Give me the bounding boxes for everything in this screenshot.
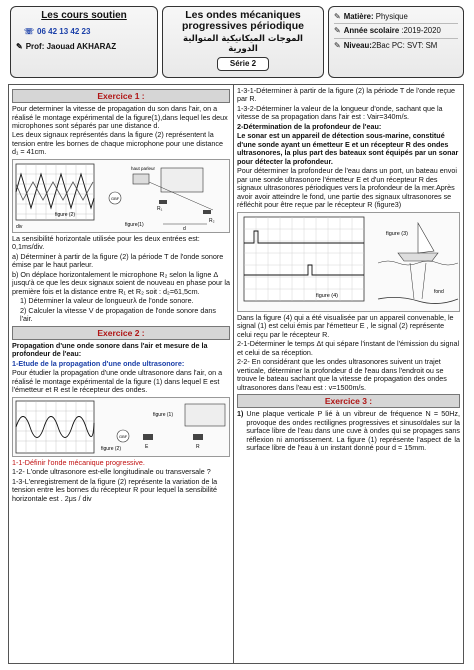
right-column bbox=[234, 84, 464, 664]
ex2-question-1-1: 1-1-Définir l'onde mécanique progressive. bbox=[12, 457, 145, 467]
content-columns bbox=[8, 84, 466, 664]
exercise-3-title: Exercice 3 : bbox=[237, 394, 460, 408]
ex1-r2-label: R₂ bbox=[209, 217, 215, 224]
ex2-part2-bold: Le sonar est un appareil de détection sous-marine, constitué d'une sonde ayant un émetteur E et un récepteur R des ondes ultrasonores, la plus part des bateaux sont équipés par un sonar pour détecter la profondeur. bbox=[237, 131, 459, 166]
ex2-figures bbox=[12, 397, 230, 457]
phone-number bbox=[16, 27, 152, 36]
ex3-q1-number: 1) bbox=[237, 409, 244, 419]
ex1-question-1: 1) Déterminer la valeur de longueurλ de l'onde sonore. bbox=[20, 296, 194, 306]
fond-label: fond bbox=[434, 288, 444, 295]
ex1-question-b: b) On déplace horizontalement le microphone R₂ selon la ligne Δ jusqu'à ce que les deux signaux soient de nouveau en phase pour la première fois et la distance entre R₁ et R₂ soit : d₂=61,5cm. bbox=[12, 269, 230, 296]
header-right-box bbox=[328, 6, 464, 78]
header-left-box bbox=[10, 6, 158, 78]
ex2-part2-heading: 2-Détermination de la profondeur de l'eau: bbox=[237, 121, 382, 131]
ex2-question-2-2: 2-2- En considérant que les ondes ultrasonores suivent un trajet verticale, déterminer la profondeur d de l'eau dans l'endroit ou se trouve le bateau sachant que la vitesse de propagation des ondes ultrasonores dans l'eau est : v=1500m/s. bbox=[237, 357, 447, 392]
ex2-question-1-3-2: 1-3-2-Déterminer la valeur de la longueur d'onde, sachant que la vitesse de sa propagation dans l'air est : Vair=340m/s. bbox=[237, 103, 443, 122]
ex2-gbf-label: GBF bbox=[119, 433, 128, 439]
ex2-part1-text: Pour étudier la propagation d'une onde ultrasonore dans l'air, on a réalisé le montage expérimental de la figure (1) dans lequel E est l'émetteur et R est le récepteur des ondes. bbox=[12, 368, 223, 395]
chapter-title-fr: Les ondes mécaniques progressives périodique bbox=[182, 9, 304, 33]
ex2-heading: Propagation d'une onde sonore dans l'air et mesure de la profondeur de l'eau: bbox=[12, 340, 208, 359]
ex2-figures-3-4 bbox=[237, 212, 460, 312]
ex2-fig34-svg bbox=[238, 213, 460, 311]
serie-label: Série 2 bbox=[217, 57, 269, 70]
ex1-div-label: div bbox=[16, 223, 23, 230]
ex1-question-a: a) Déterminer à partir de la figure (2) la période T de l'onde sonore émise par le haut parleur. bbox=[12, 251, 224, 270]
teacher-name bbox=[16, 42, 152, 51]
ex1-question-2: 2) Calculer la vitesse V de propagation de l'onde sonore dans l'air. bbox=[20, 305, 216, 324]
ex1-fig1-label: figure(1) bbox=[125, 221, 144, 228]
exercise-2-title: Exercice 2 : bbox=[12, 326, 230, 340]
pen-icon: ✎ bbox=[334, 26, 341, 36]
course-title: Les cours soutien bbox=[41, 10, 127, 21]
phone-text: 06 42 13 42 23 bbox=[37, 26, 91, 36]
ex1-sensitivity: La sensibilité horizontale utilisée pour les deux entrées est: 0,1ms/div. bbox=[12, 233, 200, 252]
ex1-fig2-label: figure (2) bbox=[55, 211, 76, 218]
subject-row: ✎ Matière: Physique bbox=[334, 10, 458, 24]
ex1-intro: Pour determiner la vitesse de propagation du son dans l'air, on a réalisé le montage expérimental de la figure(1),dans lequel les deux microphones sont séparés par une distance d. bbox=[12, 104, 228, 130]
ex2-part2-text2: Dans la figure (4) qui a été visualisée par un appareil convenable, le signal (1) est celui émis par l'émetteur E , le signal (2) représente celui reçu par le récepteur R. bbox=[237, 312, 454, 339]
pen-icon: ✎ bbox=[16, 42, 23, 52]
ex2-question-1-3-1: 1-3-1-Déterminer à partir de la figure (2) la période T de l'onde reçue par R. bbox=[237, 86, 456, 104]
level-row: ✎ Niveau:2Bac PC: SVT: SM bbox=[334, 40, 438, 50]
ex2-question-2-1: 2-1-Déterminer le temps Δt qui sépare l'instant de l'émission du signal et celui de sa réception. bbox=[237, 339, 460, 357]
year-row: ✎ Année scolaire :2019-2020 bbox=[334, 24, 458, 38]
pen-icon: ✎ bbox=[334, 12, 341, 21]
ex2-r-label: R bbox=[196, 443, 200, 450]
ex1-figure-svg bbox=[13, 160, 231, 232]
left-column bbox=[8, 84, 234, 664]
chapter-title-ar: الموجات الميكانيكية المتوالية الدورية bbox=[183, 34, 303, 55]
ex2-figure-svg bbox=[13, 398, 231, 456]
ex1-intro2: Les deux signaux représentés dans la figure (2) représentent la tension entre les bornes de chaque microphone pour une distance d₁ = 41cm. bbox=[12, 130, 223, 157]
ex2-e-label: E bbox=[145, 443, 149, 450]
ex3-question-1: Une plaque verticale P lié à un vibreur de fréquence N = 50Hz, provoque des ondes rectilignes progressives et sinusoïdales sur la surface libre de l'eau dans une cuve à ondes qui se propages sans réflexion ni amortissement. La figure (1) représente l'aspect de la surface libre de l'eau à un instant donné pour d = 15mm. bbox=[246, 409, 460, 453]
ex1-d-label: d bbox=[183, 225, 186, 232]
ex1-figures bbox=[12, 159, 230, 233]
ex2-fig2-label: figure (2) bbox=[101, 445, 122, 452]
pen-icon: ✎ bbox=[334, 40, 341, 50]
prof-text: Prof: Jaouad AKHARAZ bbox=[25, 42, 117, 52]
ex2-fig1-label: figure (1) bbox=[153, 411, 174, 418]
exercise-1-title: Exercice 1 : bbox=[12, 89, 230, 103]
phone-icon: ☏ bbox=[24, 26, 35, 36]
ex2-part2-text: Pour déterminer la profondeur de l'eau dans un port, un bateau envoi par une sonde ultrasonore l'émetteur E et d'un récepteur R des signaux ultrasonores périodiques vers la profondeur de la mer.Après avoir avoir atteindre le fond, une partie des signaux ultrasonores se réfléchit pour être reçue par le récepteur R (figure3) bbox=[237, 166, 457, 210]
header-middle-box bbox=[162, 6, 324, 78]
ex1-r1-label: R₁ bbox=[157, 205, 163, 212]
ex1-gbf-label: GBF bbox=[111, 195, 120, 201]
fig4-label: figure (4) bbox=[316, 292, 339, 299]
ex2-part1-heading: 1-Etude de la propagation d'une onde ultrasonore: bbox=[12, 358, 185, 368]
fig3-label: figure (3) bbox=[386, 230, 409, 237]
ex2-question-1-2: 1-2- L'onde ultrasonore est-elle longitudinale ou transversale ? bbox=[12, 467, 211, 477]
ex2-question-1-3: 1-3-L'enregistrement de la figure (2) représente la variation de la tension entre les bornes du récepteur R pour lequel la sensibilité horizontale est . 2μs / div bbox=[12, 476, 218, 503]
header bbox=[8, 6, 466, 78]
ex3-question-1-row bbox=[237, 410, 460, 453]
ex1-hp-label: haut parleur bbox=[131, 165, 156, 171]
